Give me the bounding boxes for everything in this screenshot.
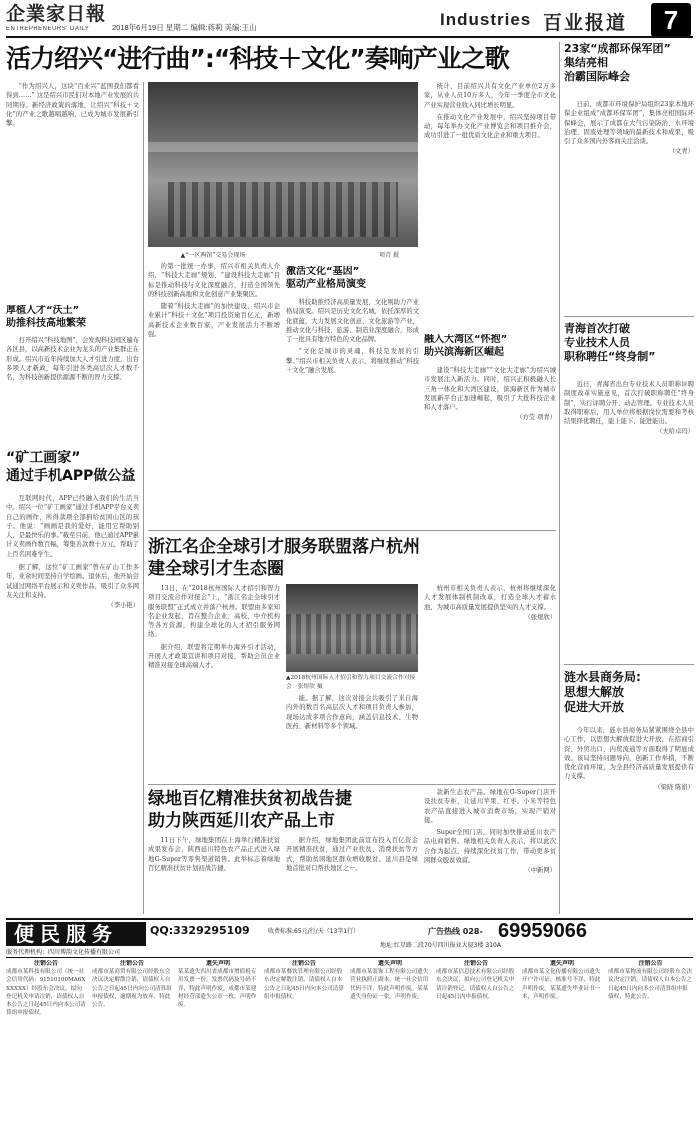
ad-phone-label: 广告热线 028- [428,927,483,936]
lead-col-1c [6,494,139,914]
side1-text: 日前，成都市环境保护局组织23家本地环保企业组成“成都环保军团”，集体亮相国际环保峰会，展示了成都在大气污染防治、水环境治理、固废处理等领域的最新技术和成果，吸引了众多国内外客商关注洽谈。 [564,101,694,146]
zhejiang-col-3 [424,584,556,780]
lead-col-1b [6,336,139,448]
zhejiang-col-2 [286,694,418,780]
ad-grid [6,960,693,1120]
masthead-rule [6,36,693,38]
lead-headline: 活力绍兴“进行曲”:“科技＋文化”奏响产业之歌 [6,44,509,73]
mid-text-3: 科技助推经济高质量发展，文化则助力产业格局演变。绍兴是历史文化名城，依托深厚的文化底蕴，大力发展文化创意、文化旅游等产业，推动文化与科技、旅游、制造业深度融合，形成了一批具有地方特色的文化品牌。 [286,299,419,344]
side3-text: 今年以来，涟水县商务局紧紧围绕全县中心工作，以思想大解放促进大开放，在招商引资、外贸出口、内贸流通等方面取得了明显成效。该局坚持问题导向，创新工作举措，不断优化营商环境，为全县经济高质量发展提供有力支撑。 [564,727,694,781]
section-cn: 百业报道 [543,12,628,32]
ad-title: 便民服务 [6,922,146,946]
lead-para-3: 互联网时代，APP已经融入我们的生活当中。绍兴一位“矿工画家”通过手机APP平台义卖自己的画作，所得款项全部捐给贫困山区的孩子。他说：“画画是我的爱好，能用它帮助别人，是最快乐的事。”截至目前，他已通过APP累计义卖画作数百幅，筹集善款数十万元，帮助了上百名困难学生。 [6,495,139,558]
side2-body [564,380,694,658]
lead-subhead-4: 融入大湾区“怀抱” 助兴滨海新区崛起 [424,334,508,358]
side3-headline: 涟水县商务局: 思想大解放 促进大开放 [564,670,641,714]
side1-headline: 23家“成都环保军团” 集结亮相 治霸国际峰会 [564,42,671,83]
ad-cell: 遗失声明 某某遗失四川省成都市增值税专用发票一份，发票代码及号码不详，特此声明作废。成都市某建材经营部遗失公章一枚，声明作废。 [178,960,257,1009]
lead-para-4: 据了解，这位“矿工画家”曾在矿山工作多年，业余时间坚持自学绘画。退休后，他开始尝试通过网络平台展示和义卖作品，吸引了众多网友关注和支持。 [6,564,139,599]
section-en: Industries [440,10,532,29]
zhejiang-author: （张煜欣） [524,613,556,621]
ad-qq: QQ:3329295109 [150,924,250,937]
zhejiang-headline-1: 浙江名企全球引才服务联盟落户杭州 [148,537,420,557]
lvdi-author: （中新网） [524,867,556,875]
column-divider [559,42,560,914]
lead-para-2: 打开绍兴“科技地图”，会发现科技园区遍布各区县，以高新技术企业为龙头的产业集群正在形成。绍兴市近年持续加大人才引进力度，出台多项人才新政，每年引进各类高层次人才数千名，为科技创新提供源源不断的智力支撑。 [6,337,139,382]
lead-subhead-2: “矿工画家” 通过手机APP做公益 [6,450,136,484]
ad-cell: 注销公告 成都市某信息技术有限公司经股东会决议，拟向公司登记机关申请注销登记，请债权人自公告之日起45日内申报债权。 [436,960,515,1000]
lead-col-1 [6,82,139,302]
lvdi-headline-1: 绿地百亿精准扶贫初战告捷 [148,789,352,809]
right-text-1: 统计，目前绍兴共有文化产业单位2万多家，从业人员10万多人，今年一季度全市文化产业实现营业收入同比增长明显。 [424,83,556,109]
side1-author: （文青） [668,148,694,156]
lvdi-col-1 [148,836,280,914]
zhejiang-text-3: 能。据了解，这次对接会共吸引了来自海内外的数百名高层次人才和项目负责人参加，现场达成多项合作意向，涵盖信息技术、生物医药、新材料等多个领域。 [286,695,418,730]
paper-name-en: ENTREPRENEURS' DAILY [6,26,90,32]
ad-cell: 注销公告 成都市某餐饮管理有限公司经股东决定解散注销，请债权人自本公告之日起45日内向本公司清算组申报债权。 [264,960,344,1000]
lead-subhead-3: 激活文化“基因” 驱动产业格局演变 [286,266,366,290]
side1-body [564,100,694,310]
zhejiang-headline-2: 建全球引才生态圈 [148,559,284,579]
right-text-2: 在推动文化产业发展中，绍兴坚持项目带动，每年举办文化产业博览会和项目推介会，成功引进了一批优质文化企业和重大项目。 [424,113,556,140]
column-divider [143,82,144,914]
lead-col-2 [148,262,280,526]
mid-text-2: 随着“科技大走廊”的加快建设，绍兴市企业累计“科技＋文化”项目投资逾百亿元，新增高新技术企业数百家，产业发展活力不断增强。 [148,303,280,339]
ad-address: 地址:红星路二段70号四川报业大厦3楼 310A [380,942,501,949]
side-divider [564,664,694,665]
ad-rule [6,957,693,958]
ad-cell: 注销公告 成都市某商贸有限公司经股东会决议决定解散注销，请债权人自公告之日起45日内向公司清算组申报债权，逾期视为放弃。特此公告。 [92,960,172,1009]
lvdi-text-4: Super全国门店，同时加快推动延川农产品电商销售。绿地相关负责人表示，将以此次合作为起点，持续深化扶贫工作，带动更多贫困群众脱贫致富。 [424,829,556,865]
side2-text: 近日，青海省出台专业技术人员职称评聘制度改革实施意见，首次打破职称聘任“终身制”，实行评聘分开、动态管理。专业技术人员取得职称后，用人单位将根据岗位需要和考核结果择优聘任，能上能下、能进能出。 [564,381,694,426]
lead-col-4 [424,82,556,282]
lvdi-col-3 [424,788,556,914]
article-divider [148,530,556,531]
lvdi-col-2 [286,836,418,914]
issue-info: 2018年6月19日 星期二 编辑:蒋莉 美编:王山 [112,23,257,32]
side2-headline: 青海首次打破 专业技术人员 职称聘任“终身制” [564,322,656,363]
lvdi-text-1: 11日下午，绿地集团在上海举行精准扶贫成果发布会，陕西延川特色农产品正式进入绿地G-Super等零售渠道销售。此举标志着绿地百亿精准扶贫计划初战告捷。 [148,837,280,872]
lead-subhead-1: 厚植人才“沃土” 助推科技高地繁荣 [6,305,86,329]
ad-cell: 注销公告 成都市某物流有限公司经股东会决议决定注销，请债权人自本公告之日起45日内向本公司清算组申报债权，特此公告。 [608,960,692,1000]
lead-photo [148,82,418,247]
right-text-3: 建设“科技大走廊”“文化大走廊”为绍兴城市发展注入新活力。同时，绍兴正积极融入长三角一体化和大湾区建设，滨海新区作为城市发展新平台正加速崛起，吸引了大批科技企业和人才落户。 [424,367,556,412]
lvdi-headline-2: 助力陕西延川农产品上市 [148,811,335,831]
lvdi-text-2: 据介绍，绿地集团此前宣布投入百亿资金开展精准扶贫，通过产业扶贫、消费扶贫等方式，帮助贫困地区群众增收脱贫。延川县是绿地首批对口帮扶地区之一。 [286,837,418,872]
photo-caption: ▲“一区两馆”交易会现场 [180,252,246,259]
side2-author: （夫哈卓玛） [656,428,694,436]
zhejiang-text-1: 13日，在“2018杭州国际人才招引和智力项目交流合作对接会”上，“浙江名企全球引才服务联盟”正式成立并落户杭州。联盟由多家知名企业发起，旨在整合企业、高校、中介机构等各方资源，构建全球化的人才招引服务网络。 [148,585,280,639]
page-number: 7 [651,3,691,37]
lead-col-4b [424,366,556,526]
ad-phone: 69959066 [498,920,587,942]
side-divider [564,316,694,317]
zhejiang-photo [286,584,418,672]
mid-text-4: “文化是城市的灵魂，科技是发展的引擎。”绍兴市相关负责人表示，将继续推动“科技＋文化”融合发展。 [286,348,419,375]
paper-name: 企業家日報 [6,3,106,25]
lead-col-3 [286,298,419,526]
article-divider [148,784,556,785]
lead-author-2: （方莹 项青） [516,414,556,422]
lead-author: （李小艳） [107,602,139,610]
side3-author: （梁晓 陈娟） [654,783,694,791]
ad-cell: 遗失声明 成都市某文化传播有限公司遗失开户许可证，核准号不详，特此声明作废。某某遗失毕业证书一本，声明作废。 [522,960,601,1000]
zhejiang-photo-caption: ▲2018杭州国际人才招引和智力项目交流合作对接会 张煜欣 摄 [286,675,416,690]
zhejiang-text-2: 据介绍，联盟将定期举办海外引才活动，开展人才政策宣讲和项目对接，帮助会员企业精准对接全球高端人才。 [148,643,280,670]
ad-info: 收费标准:65元/行/天（13字1行） [268,928,360,935]
ad-cell: 遗失声明 成都市某装饰工程有限公司遗失营业执照正副本，统一社会信用代码不详，特此声明作废。某某遗失身份证一张，声明作废。 [350,960,429,1000]
lvdi-text-3: 款新生态农产品。绿地在G-Super门店开设扶贫专柜，让延川苹果、红枣、小米等特色农产品直接进入城市消费市场，实现产销对接。 [424,789,556,824]
ad-agency: 服务代理机构：四川博韵文化传播有限公司 [6,949,121,956]
side3-body [564,726,694,914]
photo-credit: 项青 摄 [379,252,399,259]
lead-para-1: “作为绍兴人，这块“百业兴”蓝图我们都看得到……” 这是绍兴市民们对本地产业发展的共同期待。新经济政策的落地，让绍兴“科技＋文化”的产业之歌越唱越响，已成为城市发展新引擎。 [6,83,139,128]
mid-text-1: 的第一批统一办事，绍兴市相关负责人介绍，“科技大走廊”规划、“建设科技大走廊”目标是推动科技与文化深度融合，打造全国领先的科技创新高地和文化创意产业集聚区。 [148,263,280,298]
zhejiang-text-4: 杭州市相关负责人表示，杭州将继续深化人才发展体制机制改革，打造全球人才蓄水池，为城市高质量发展提供坚实的人才支撑。 [424,585,556,611]
ad-cell: 注销公告 成都市某科技有限公司（统一社会信用代码：91510100MA6XXXXXX）经股东会决议，拟向登记机关申请注销，请债权人自本公告之日起45日内向本公司清算组申报债权。 [6,960,86,1017]
zhejiang-col-1 [148,584,280,780]
